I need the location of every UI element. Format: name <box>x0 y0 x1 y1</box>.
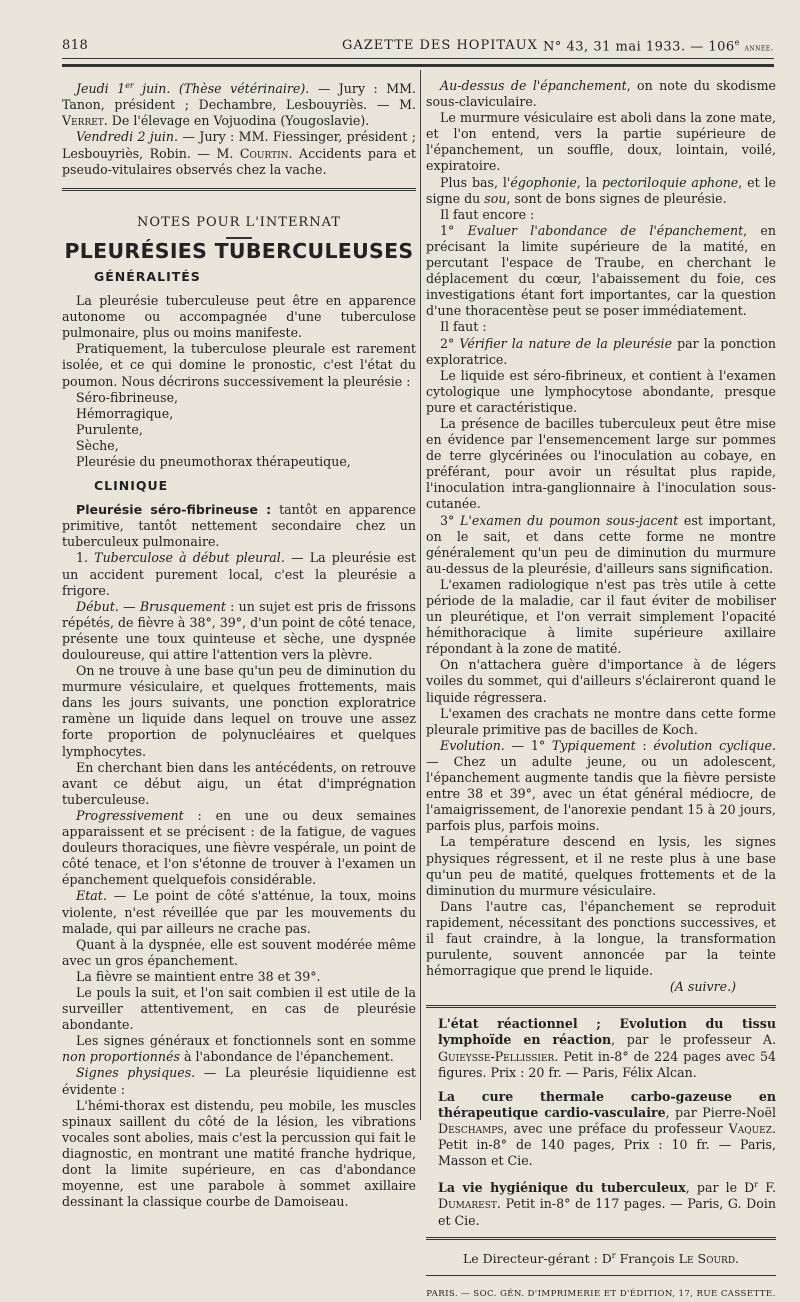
paragraph: Etat. — Le point de côté s'atténue, la toux, moins violente, n'est réveillée que par les mouvements du malade, qui par ailleurs ne crache pas. <box>62 888 416 936</box>
paragraph: Les signes généraux et fonctionnels sont en somme non proportionnés à l'abondance de l'épanchement. <box>62 1033 416 1065</box>
paragraph: 3° L'examen du poumon sous-jacent est important, on le sait, et dans cette forme ne montre généralement qu'un peu de diminution du murmure au-dessus de la pleurésie, d'ailleurs sans signification. <box>426 512 776 576</box>
paragraph: Le pouls la suit, et l'on sait combien il est utile de la surveiller attentivement, en cas de pleurésie abondante. <box>62 984 416 1033</box>
column-divider <box>420 70 421 1120</box>
printer-footer: PARIS. — SOC. GÉN. D'IMPRIMERIE ET D'ÉDITION, 17, RUE CASSETTE. <box>426 1288 776 1299</box>
subheading-clinique: CLINIQUE <box>94 478 169 494</box>
subheading-generalites: GÉNÉRALITÉS <box>94 268 201 284</box>
paragraph: Evolution. — 1° Typiquement : évolution cyclique. — Chez un adulte jeune, ou un adolescent, l'épanchement augmente tandis que la fièvre persiste entre 38 et 39°, avec un état général médiocre, de l'amaigrissement, de l'anorexie pendant 15 à 20 jours, parfois plus, parfois moins. <box>426 737 776 834</box>
section-label: NOTES POUR L'INTERNAT <box>137 214 341 230</box>
paragraph: L'examen radiologique n'est pas très utile à cette période de la maladie, car il faut éviter de mobiliser un pleurétique, et l'on verrait simplement l'opacité hémithoracique à limite supérieure axillaire répondant à la zone de matité. <box>426 576 776 657</box>
list-item: Pleurésie du pneumothorax thérapeutique, <box>76 453 351 469</box>
list-item: Séro-fibrineuse, <box>76 389 179 405</box>
paragraph: La présence de bacilles tuberculeux peut être mise en évidence par l'ensemencement large sur pommes de terre glycérinées ou l'inoculation au cobaye, en préférant, pour avoir un résultat plus rapide, l'inoculation intra-ganglionnaire à l'inoculation sous-cutanée. <box>426 415 776 512</box>
book-notice: La cure thermale carbo-gazeuse en thérapeutique cardio-vasculaire, par Pierre-Noël Deschamps, avec une préface du professeur Vaquez. Petit in-8° de 140 pages, Prix : 10 fr. — Paris, Masson et Cie. <box>438 1088 776 1169</box>
paragraph: Dans l'autre cas, l'épanchement se reproduit rapidement, nécessitant des ponctions successives, et il faut craindre, à la longue, la transformation purulente, souvent annoncée par la teinte hémorragique que prend le liquide. <box>426 898 776 979</box>
paragraph: Pleurésie séro-fibrineuse : tantôt en apparence primitive, tantôt nettement secondaire chez un tuberculeux pulmonaire. <box>62 502 416 550</box>
list-item: Hémorragique, <box>76 405 174 421</box>
paragraph: Quant à la dyspnée, elle est souvent modérée même avec un gros épanchement. <box>62 936 416 968</box>
section-rule <box>426 1005 776 1008</box>
to-be-continued: (A suivre.) <box>669 979 736 995</box>
left-column <box>62 78 416 1210</box>
right-column <box>426 78 776 1302</box>
paragraph: Plus bas, l'égophonie, la pectoriloquie aphone, et le signe du sou, sont de bons signes de pleurésie. <box>426 174 776 206</box>
paragraph: L'examen des crachats ne montre dans cette forme pleurale primitive pas de bacilles de Koch. <box>426 705 776 737</box>
director-line: Le Directeur-gérant : $D^r$ François Le Sourd. <box>462 1250 740 1266</box>
header-rule-thick <box>62 64 774 67</box>
jury-thursday: Jeudi 1er juin. (Thèse vétérinaire). — Jury : MM. Tanon, président ; Dechambre, Lesbouyriès. — M. Verret. De l'élevage en Vojuodina (Yougoslavie). <box>62 81 417 129</box>
journal-title: GAZETTE DES HOPITAUX <box>342 38 538 53</box>
book-notice: La vie hygiénique du tuberculeux, par le $D^r$ F. Dumarest. Petit in-8° de 117 pages. — Paris, G. Doin et Cie. <box>438 1180 776 1228</box>
paragraph: Pratiquement, la tuberculose pleurale est rarement isolée, et ce qui domine le pronostic, c'est l'état du poumon. Nous décrirons successivement la pleurésie : <box>62 341 416 389</box>
paragraph: Il faut encore : <box>440 206 535 222</box>
paragraph: Le murmure vésiculaire est aboli dans la zone mate, et l'on entend, vers la partie supérieure de l'épanchement, un souffle, doux, lointain, voilé, expiratoire. <box>426 110 776 174</box>
paragraph: 1° Evaluer l'abondance de l'épanchement, en précisant la limite supérieure de la matité, en percutant l'espace de Traube, en cherchant le déplacement du cœur, l'abaissement du foie, ces investigations étant fort importantes, car la question d'une thoracentèse peut se poser immédiatement. <box>426 222 776 319</box>
paragraph: La température descend en lysis, les signes physiques régressent, et il ne reste plus à une base qu'un peu de matité, quelques frottements et de la diminution du murmure vésiculaire. <box>426 834 776 898</box>
issue-info: N° 43, 31 mai 1933. — 106e année. <box>543 38 774 55</box>
paragraph: 1. Tuberculose à début pleural. — La pleurésie est un accident purement local, c'est la pleurésie a frigore. <box>62 550 416 598</box>
paragraph: Signes physiques. — La pleurésie liquidienne est évidente : <box>62 1065 416 1097</box>
paragraph: Le liquide est séro-fibrineux, et contient à l'examen cytologique une lymphocytose abondante, presque pure et caractéristique. <box>426 367 776 415</box>
list-item: Purulente, <box>76 421 143 437</box>
paragraph: La pleurésie tuberculeuse peut être en apparence autonome ou accompagnée d'une tuberculose pulmonaire, plus ou moins manifeste. <box>62 293 416 341</box>
section-rule <box>426 1237 776 1240</box>
paragraph: Progressivement : en une ou deux semaines apparaissent et se précisent : de la fatigue, de vagues douleurs thoraciques, une fièvre vespérale, un point de côté tenace, et l'on s'étonne de trouver à l'examen un épanchement quelquefois considérable. <box>62 807 416 888</box>
article-title: PLEURÉSIES TUBERCULEUSES <box>64 238 414 263</box>
page-number: 818 <box>62 38 89 53</box>
section-rule <box>62 188 416 191</box>
list-item: Sèche, <box>76 437 119 453</box>
paragraph: Au-dessus de l'épanchement, on note du skodisme sous-claviculaire. <box>426 78 776 110</box>
jury-friday: Vendredi 2 juin. — Jury : MM. Fiessinger, président ; Lesbouyriès, Robin. — M. Courtin. Accidents para et pseudo-vitulaires observés chez la vache. <box>62 129 416 177</box>
section-rule <box>426 1275 776 1276</box>
page-header <box>62 38 774 58</box>
book-notice: L'état réactionnel ; Evolution du tissu lymphoïde en réaction, par le professeur A. Guieysse-Pellissier. Petit in-8° de 224 pages avec 54 figures. Prix : 20 fr. — Paris, Félix Alcan. <box>438 1016 776 1080</box>
paragraph: En cherchant bien dans les antécédents, on retrouve avant ce début aigu, un état d'imprégnation tuberculeuse. <box>62 759 416 807</box>
paragraph: 2° Vérifier la nature de la pleurésie par la ponction exploratrice. <box>426 335 776 367</box>
paragraph: On n'attachera guère d'importance à de légers voiles du sommet, qui d'ailleurs s'éclaireront quand le liquide régressera. <box>426 657 776 705</box>
paragraph: La fièvre se maintient entre 38 et 39°. <box>76 968 321 984</box>
paragraph: L'hémi-thorax est distendu, peu mobile, les muscles spinaux saillent du côté de la lésion, les vibrations vocales sont abolies, mais c'est la percussion qui fait le diagnostic, en montrant une matité franche hydrique, dont la limite supérieure, en cas d'abondance moyenne, est une parabole à sommet axillaire dessinant la classique courbe de Damoiseau. <box>62 1097 416 1210</box>
paragraph: Début. — Brusquement : un sujet est pris de frissons répétés, de fièvre à 38°, 39°, d'un point de côté tenace, présente une toux quinteuse et sèche, une dyspnée douloureuse, qui attire l'attention vers la plèvre. <box>62 598 417 662</box>
header-rule <box>62 58 774 59</box>
paragraph: Il faut : <box>440 319 487 335</box>
paragraph: On ne trouve à une base qu'un peu de diminution du murmure vésiculaire, et quelques frottements, mais dans les jours suivants, une ponction exploratrice ramène un liquide dans lequel on trouve une assez forte proportion de polynucléaires et quelques lymphocytes. <box>62 663 416 759</box>
